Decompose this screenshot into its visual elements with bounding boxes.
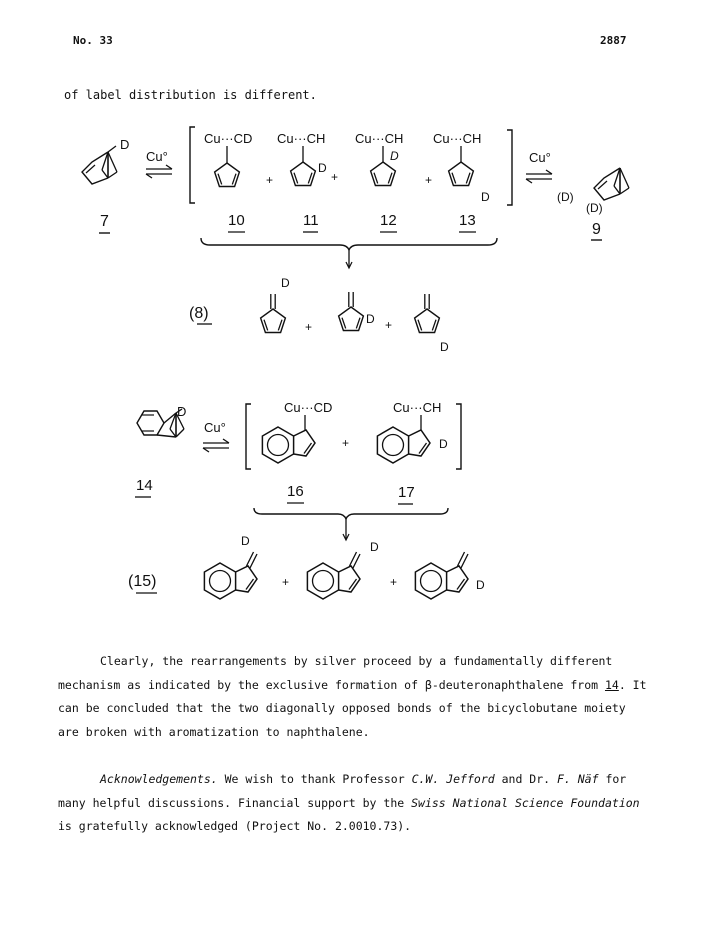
brace-second xyxy=(254,508,448,519)
equilibrium-arrow-right xyxy=(526,170,552,183)
fragment-cu-ch-17: Cu···CH xyxy=(393,400,442,415)
fragment-cu-ch-11: Cu···CH xyxy=(277,131,326,146)
compound-11-ring xyxy=(291,162,316,186)
fragment-cu-ch-13: Cu···CH xyxy=(433,131,482,146)
plus-5: + xyxy=(385,318,393,332)
bracket-left-top xyxy=(190,127,195,203)
product-8-label: (8) xyxy=(189,305,209,322)
reagent-cu-right: Cu° xyxy=(529,150,551,165)
plus-2: + xyxy=(331,170,339,184)
plus-6: + xyxy=(342,436,350,450)
page-number: 2887 xyxy=(600,34,627,47)
fragment-cu-cd-16: Cu···CD xyxy=(284,400,333,415)
ack-text-3: for many helpful discussions. Financial support by the xyxy=(58,772,627,810)
compound-17-label: 17 xyxy=(398,484,415,501)
compound-7-label: 7 xyxy=(100,213,109,230)
paragraph-acknowledgements xyxy=(58,768,648,839)
equilibrium-arrow-left xyxy=(146,165,172,178)
compound-7-structure xyxy=(82,146,117,184)
fulvene-1 xyxy=(261,294,286,333)
fulvene-2 xyxy=(339,292,364,331)
benzofulvene-2 xyxy=(307,552,360,599)
fragment-cu-cd-10: Cu···CD xyxy=(204,131,253,146)
compound-9-d2: (D) xyxy=(586,201,603,215)
benzofulvene-2-d: D xyxy=(370,540,379,554)
compound-17-d: D xyxy=(439,437,448,451)
plus-8: + xyxy=(390,575,398,589)
compound-12-label: 12 xyxy=(380,212,397,229)
compound-14-d: D xyxy=(177,404,187,419)
paragraph-results xyxy=(58,650,648,744)
benzofulvene-1-d: D xyxy=(241,534,250,548)
compound-9-label: 9 xyxy=(592,221,601,238)
compound-7-d: D xyxy=(120,137,130,152)
compound-12-ring xyxy=(371,162,396,186)
intro-line: of label distribution is different. xyxy=(64,88,317,102)
benzofulvene-1 xyxy=(204,552,257,599)
compound-17-indenyl xyxy=(377,427,430,463)
compound-10-label: 10 xyxy=(228,212,245,229)
benzofulvene-3 xyxy=(415,552,468,599)
fragment-cu-ch-12: Cu···CH xyxy=(355,131,404,146)
compound-9-d1: (D) xyxy=(557,190,574,204)
compound-10-ring xyxy=(215,163,240,187)
ack-text-2: and Dr. xyxy=(494,772,557,786)
plus-7: + xyxy=(282,575,290,589)
fulvene-3 xyxy=(415,294,440,333)
ack-text-4: is gratefully acknowledged (Project No. 2.0010.73). xyxy=(58,819,412,833)
paragraph-results-ref: 14 xyxy=(604,677,619,692)
compound-13-d: D xyxy=(481,190,490,204)
product-15-label: (15) xyxy=(128,573,157,590)
plus-4: + xyxy=(305,320,313,334)
journal-issue: No. 33 xyxy=(73,34,113,47)
paragraph-results-text-1: Clearly, the rearrangements by silver proceed by a fundamentally different mechanism as indicated by the exclusive formation of β-deuteronaphthalene from xyxy=(58,654,613,692)
reagent-cu-second: Cu° xyxy=(204,420,226,435)
compound-9-structure xyxy=(594,168,629,200)
ack-heading: Acknowledgements. xyxy=(100,772,218,786)
plus-1: + xyxy=(266,173,274,187)
ack-name-1: C.W. Jefford xyxy=(411,772,495,786)
ack-foundation: Swiss National Science Foundation xyxy=(411,795,640,810)
compound-11-d: D xyxy=(318,161,327,175)
plus-3: + xyxy=(425,173,433,187)
reagent-cu-left: Cu° xyxy=(146,149,168,164)
compound-16-indenyl xyxy=(262,427,315,463)
brace-top xyxy=(201,238,497,250)
ack-name-2: F. Näf xyxy=(556,772,599,786)
compound-16-label: 16 xyxy=(287,483,304,500)
compound-12-d: D xyxy=(390,149,399,163)
compound-14-label: 14 xyxy=(136,477,153,494)
equilibrium-arrow-second xyxy=(203,439,229,452)
bracket-right-second xyxy=(456,404,461,469)
paragraph-results-text-2: . It can be concluded that the two diagonally opposed bonds of the bicyclobutane moiety are broken with aromatization to naphthalene. xyxy=(58,677,647,739)
compound-11-label: 11 xyxy=(303,212,319,229)
fulvene-3-d: D xyxy=(440,340,449,354)
compound-13-label: 13 xyxy=(459,212,476,229)
bracket-left-second xyxy=(246,404,251,469)
benzofulvene-3-d: D xyxy=(476,578,485,592)
ack-text-1: We wish to thank Professor xyxy=(217,772,412,786)
fulvene-2-d: D xyxy=(366,312,375,326)
fulvene-1-d: D xyxy=(281,276,290,290)
bracket-right-top xyxy=(507,130,512,205)
compound-13-ring xyxy=(449,162,474,186)
